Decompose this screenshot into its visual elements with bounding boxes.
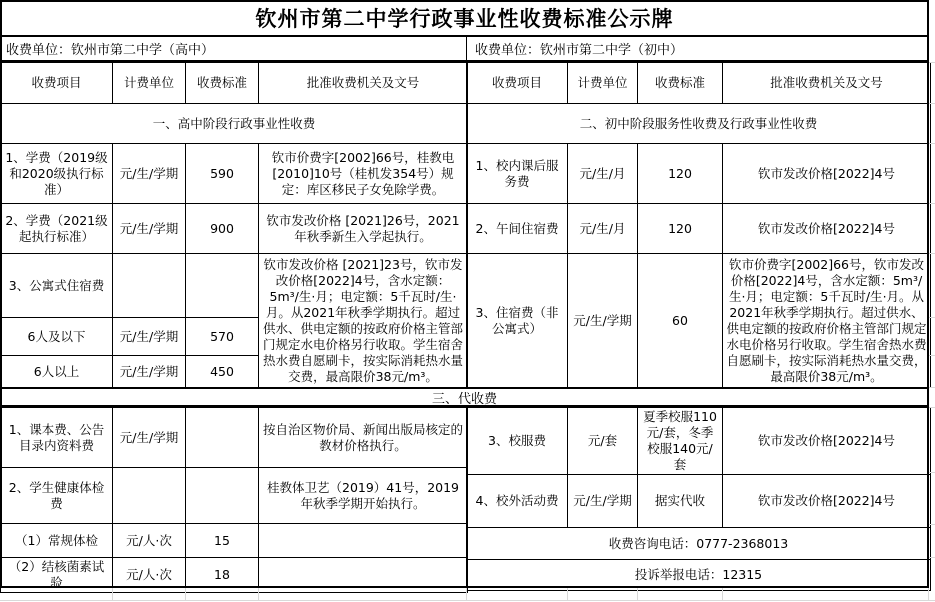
left-header-item: 收费项目	[1, 63, 113, 104]
left-fee1-unit: 元/生/学期	[113, 144, 186, 204]
collect-fee-section-title: 三、代收费	[0, 387, 929, 407]
right-fee3-standard: 60	[638, 254, 723, 388]
left-fee2-standard: 900	[186, 204, 259, 254]
left-daishou2b-doc	[259, 558, 468, 593]
right-fee1-doc: 钦市发改价格[2022]4号	[723, 144, 931, 204]
left-table-top	[0, 62, 468, 388]
left-fee3-doc: 钦市发改价格 [2021]23号，钦市发改价格[2022]4号，含水定额：5m³/生·月；电定额：5千瓦时/生·月。从2021年秋季学期执行。超过供水、供电定额的按政府价格主管部门规定水电价格另行收取。学生宿舍热水费自愿刷卡，按实际消耗热水量交费，最高限价38元/m³。	[259, 254, 468, 388]
gridline-stub	[929, 407, 935, 408]
right-table-bottom	[466, 407, 931, 591]
right-fee2-item: 2、午间住宿费	[467, 204, 568, 254]
left-header-authority: 批准收费机关及文号	[259, 63, 468, 104]
gridline-stub	[258, 588, 259, 600]
gridline-stub	[929, 557, 935, 558]
right-daishou4-item: 4、校外活动费	[467, 475, 568, 528]
left-daishou1-item: 1、课本费、公告目录内资料费	[1, 408, 113, 468]
right-fee3-doc: 钦市价费字[2002]66号，钦市发改价格[2022]4号，含水定额：5m³/生·月；电定额：5千瓦时/生·月。从2021年秋季学期执行。超过供水、供电定额的按政府价格主管部门规定水电价格另行收取。学生宿舍热水费自愿刷卡，按实际消耗热水量交费，最高限价38元/m³。	[723, 254, 931, 388]
right-fee1-standard: 120	[638, 144, 723, 204]
left-fee3-sub2-unit: 元/生/学期	[113, 356, 186, 388]
right-fee2-unit: 元/生/月	[568, 204, 638, 254]
right-fee2-standard: 120	[638, 204, 723, 254]
gridline-stub	[929, 524, 935, 525]
left-fee3-item: 3、公寓式住宿费	[1, 254, 113, 318]
right-section-title: 二、初中阶段服务性收费及行政事业性收费	[467, 104, 931, 144]
right-daishou4-standard: 据实代收	[638, 475, 723, 528]
left-daishou2a-standard: 15	[186, 524, 259, 558]
left-fee2-doc: 钦市发改价格 [2021]26号，2021年秋季新生入学起执行。	[259, 204, 468, 254]
gridline-stub	[929, 253, 935, 254]
left-daishou2a-doc	[259, 524, 468, 558]
gridline-stub	[185, 588, 186, 600]
left-fee1-doc: 钦市价费字[2002]66号，桂教电[2010]10号（桂机发354号）规定：库区移民子女免除学费。	[259, 144, 468, 204]
page-title: 钦州市第二中学行政事业性收费标准公示牌	[0, 0, 929, 37]
right-header-authority: 批准收费机关及文号	[723, 63, 931, 104]
consult-phone-line: 收费咨询电话：0777-2368013	[467, 528, 931, 560]
left-daishou2-item: 2、学生健康体检费	[1, 468, 113, 524]
gridline-stub	[929, 203, 935, 204]
left-fee3-unit-empty	[113, 254, 186, 318]
gridline-stub	[722, 588, 723, 600]
left-daishou1-unit: 元/生/学期	[113, 408, 186, 468]
right-daishou3-doc: 钦市发改价格[2022]4号	[723, 408, 931, 475]
left-daishou2b-standard: 18	[186, 558, 259, 593]
gridline-stub	[466, 588, 467, 600]
right-header-item: 收费项目	[467, 63, 568, 104]
gridline-stub	[567, 588, 568, 600]
gridline-stub	[929, 62, 935, 63]
left-fee3-sub2-standard: 450	[186, 356, 259, 388]
left-daishou2b-unit: 元/人·次	[113, 558, 186, 593]
gridline-stub	[929, 143, 935, 144]
left-daishou1-standard	[186, 408, 259, 468]
left-daishou2a-item: （1）常规体检	[1, 524, 113, 558]
gridline-stub	[929, 387, 935, 388]
left-header-unit: 计费单位	[113, 63, 186, 104]
left-fee3-sub2-item: 6人以上	[1, 356, 113, 388]
left-fee3-sub1-standard: 570	[186, 318, 259, 356]
right-fee3-unit: 元/生/学期	[568, 254, 638, 388]
left-daishou2-doc: 桂教体卫艺（2019）41号，2019年秋季学期开始执行。	[259, 468, 468, 524]
left-daishou2b-item: （2）结核菌素试验	[1, 558, 113, 593]
gridline-stub	[928, 588, 929, 600]
left-fee1-standard: 590	[186, 144, 259, 204]
left-fee2-unit: 元/生/学期	[113, 204, 186, 254]
left-daishou1-doc: 按自治区物价局、新闻出版局核定的教材价格执行。	[259, 408, 468, 468]
left-fee2-item: 2、学费（2021级起执行标准）	[1, 204, 113, 254]
right-fee2-doc: 钦市发改价格[2022]4号	[723, 204, 931, 254]
left-section-title: 一、高中阶段行政事业性收费	[1, 104, 468, 144]
right-fee1-item: 1、校内课后服务费	[467, 144, 568, 204]
gridline-horizontal	[0, 600, 935, 601]
gridline-stub	[929, 317, 935, 318]
left-fee3-standard-empty	[186, 254, 259, 318]
right-daishou3-standard: 夏季校服110元/套，冬季校服140元/套	[638, 408, 723, 475]
right-fee1-unit: 元/生/月	[568, 144, 638, 204]
gridline-stub	[112, 588, 113, 600]
report-phone-line: 投诉举报电话：12315	[467, 560, 931, 591]
right-daishou4-unit: 元/生/学期	[568, 475, 638, 528]
gridline-stub	[929, 103, 935, 104]
left-table-bottom	[0, 407, 468, 593]
right-unit-line: 收费单位：钦州市第二中学（初中）	[466, 37, 929, 62]
right-daishou4-doc: 钦市发改价格[2022]4号	[723, 475, 931, 528]
gridline-stub	[929, 355, 935, 356]
right-fee3-item: 3、住宿费（非公寓式）	[467, 254, 568, 388]
left-unit-line: 收费单位：钦州市第二中学（高中）	[0, 37, 467, 62]
right-table-top	[466, 62, 931, 388]
left-daishou2-unit	[113, 468, 186, 524]
gridline-stub	[637, 588, 638, 600]
left-daishou2-standard	[186, 468, 259, 524]
left-fee1-item: 1、学费（2019级和2020级执行标准）	[1, 144, 113, 204]
right-header-standard: 收费标准	[638, 63, 723, 104]
left-header-standard: 收费标准	[186, 63, 259, 104]
right-daishou3-item: 3、校服费	[467, 408, 568, 475]
gridline-stub	[929, 472, 935, 473]
left-fee3-sub1-unit: 元/生/学期	[113, 318, 186, 356]
left-daishou2a-unit: 元/人·次	[113, 524, 186, 558]
left-fee3-sub1-item: 6人及以下	[1, 318, 113, 356]
right-header-unit: 计费单位	[568, 63, 638, 104]
right-daishou3-unit: 元/套	[568, 408, 638, 475]
